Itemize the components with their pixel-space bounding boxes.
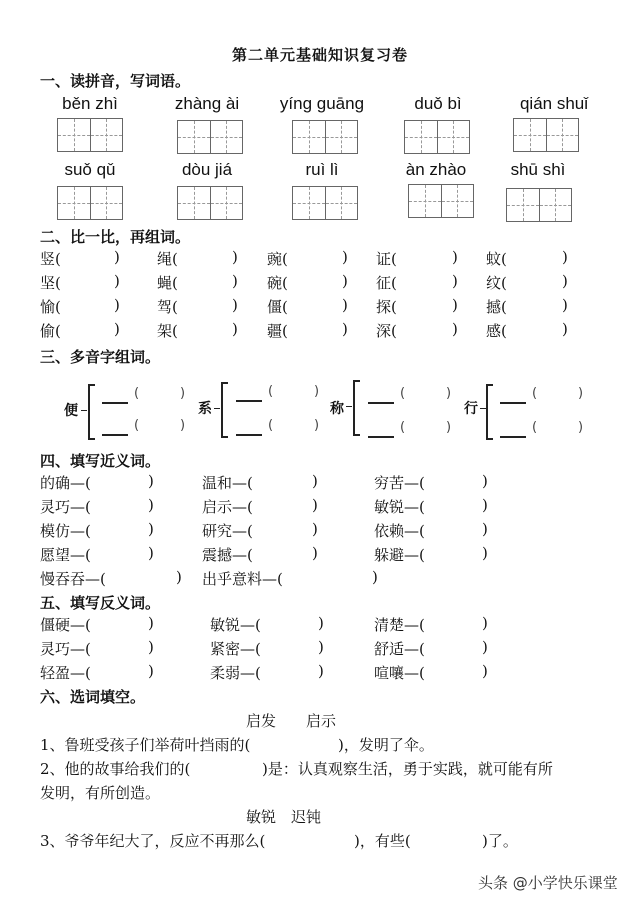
section-3-heading: 三、多音字组词。 [40,348,161,366]
close-paren[interactable]: ) [232,272,238,290]
close-paren[interactable]: ) [342,320,348,338]
char-compare-item [267,296,288,317]
antonym-item: 轻盈—( [40,664,91,682]
pinyin-label: běn zhì [62,94,118,113]
char-label: 碗( [267,274,288,292]
question-3-end: )了。 [482,832,518,850]
bracket [221,382,228,438]
close-paren[interactable]: ) [562,272,568,290]
writing-grid[interactable] [292,120,358,154]
char-compare-item [376,320,397,341]
word-choices: 启发 启示 [246,712,337,730]
antonym-item: 柔弱—( [210,664,261,682]
open-paren: ( [400,386,406,401]
close-paren[interactable]: ) [482,638,488,656]
pinyin-label: qián shuǐ [519,94,589,113]
close-paren[interactable]: ) [318,662,324,680]
pinyin-blank[interactable] [368,436,394,438]
char-compare-item [376,272,397,293]
char-label: 愉( [40,298,61,316]
char-label: 蝇( [157,274,178,292]
bracket [353,380,360,436]
writing-grid[interactable] [292,186,358,220]
char-label: 僵( [267,298,288,316]
pinyin-label: shū shì [510,160,566,179]
section-2-heading: 二、比一比，再组词。 [40,228,191,246]
char-compare-item [40,272,61,293]
char-compare-item [40,248,61,269]
open-paren: ( [400,420,406,435]
close-paren[interactable]: ) [318,614,324,632]
pinyin-blank[interactable] [236,434,262,436]
char-label: 深( [376,322,397,340]
page-title: 第二单元基础知识复习卷 [231,46,408,64]
polyphone-char: 行 [464,401,478,417]
synonym-item: 愿望—( [40,546,91,564]
char-compare-item [486,248,507,269]
close-paren[interactable]: ) [562,320,568,338]
close-paren[interactable]: ) [452,320,458,338]
antonym-item: 灵巧—( [40,640,91,658]
close-paren[interactable]: ) [482,520,488,538]
pinyin-label: suǒ qǔ [64,160,116,179]
char-label: 坚( [40,274,61,292]
char-compare-item [157,320,178,341]
close-paren[interactable]: ) [482,614,488,632]
char-label: 疆( [267,322,288,340]
polyphone-char: 系 [198,401,212,417]
close-paren[interactable]: ) [148,544,154,562]
word-choices: 敏锐 迟钝 [246,808,322,826]
char-label: 竖( [40,250,61,268]
close-paren[interactable]: ) [482,496,488,514]
char-label: 蚊( [486,250,507,268]
synonym-item: 温和—( [202,474,253,492]
bracket-tick [81,410,87,411]
char-compare-item [486,320,507,341]
polyphone-char: 称 [330,401,344,417]
pinyin-label: zhàng ài [174,94,240,113]
pinyin-blank[interactable] [500,436,526,438]
pinyin-blank[interactable] [500,402,526,404]
close-paren[interactable]: ) [312,544,318,562]
close-paren[interactable]: ) [562,248,568,266]
pinyin-label: yíng guāng [279,94,365,113]
char-compare-item [267,272,288,293]
char-label: 探( [376,298,397,316]
close-paren[interactable]: ) [372,568,378,586]
antonym-item: 僵硬—( [40,616,91,634]
char-compare-item [40,320,61,341]
open-paren: ( [532,386,538,401]
char-label: 征( [376,274,397,292]
bracket-tick [346,406,352,407]
pinyin-label: duǒ bì [414,94,462,113]
pinyin-blank[interactable] [236,400,262,402]
section-4-heading: 四、填写近义词。 [40,452,161,470]
char-label: 撼( [486,298,507,316]
close-paren[interactable]: ) [148,662,154,680]
close-paren[interactable]: ) [114,248,120,266]
close-paren[interactable]: ) [452,272,458,290]
writing-grid[interactable] [57,118,123,152]
writing-grid[interactable] [404,120,470,154]
pinyin-blank[interactable] [368,402,394,404]
char-label: 架( [157,322,178,340]
pinyin-label: ruì lì [305,160,339,179]
close-paren[interactable]: ) [180,386,186,401]
writing-grid[interactable] [513,118,579,152]
char-label: 绳( [157,250,178,268]
watermark: 头条 @小学快乐课堂 [478,874,618,892]
section-1-heading: 一、读拼音，写词语。 [40,72,191,90]
question-2-middle: )是：认真观察生活，勇于实践，就可能有所 [262,760,553,778]
close-paren[interactable]: ) [114,296,120,314]
close-paren[interactable]: ) [148,520,154,538]
synonym-item: 穷苦—( [374,474,425,492]
synonym-item: 震撼—( [202,546,253,564]
synonym-item: 出乎意料—( [202,570,283,588]
close-paren[interactable]: ) [232,248,238,266]
close-paren[interactable]: ) [180,418,186,433]
writing-grid[interactable] [177,186,243,220]
close-paren[interactable]: ) [176,568,182,586]
question-2-end: 发明，有所创造。 [40,784,161,802]
pinyin-label: àn zhào [405,160,467,179]
close-paren[interactable]: ) [482,472,488,490]
synonym-item: 启示—( [202,498,253,516]
polyphone-char: 便 [64,403,78,419]
open-paren: ( [268,384,274,399]
char-label: 感( [486,322,507,340]
close-paren[interactable]: ) [342,248,348,266]
char-label: 证( [376,250,397,268]
antonym-item: 舒适—( [374,640,425,658]
char-label: 豌( [267,250,288,268]
char-compare-item [267,320,288,341]
close-paren[interactable]: ) [148,638,154,656]
close-paren[interactable]: ) [578,420,584,435]
bracket-tick [214,408,220,409]
char-label: 驾( [157,298,178,316]
pinyin-label: dòu jiá [181,160,233,179]
close-paren[interactable]: ) [446,420,452,435]
bracket [486,384,493,440]
close-paren[interactable]: ) [452,296,458,314]
antonym-item: 清楚—( [374,616,425,634]
question-3-middle: )，有些( [354,832,411,850]
close-paren[interactable]: ) [312,520,318,538]
antonym-item: 喧嚷—( [374,664,425,682]
close-paren[interactable]: ) [148,614,154,632]
char-compare-item [376,248,397,269]
close-paren[interactable]: ) [452,248,458,266]
char-compare-item [157,248,178,269]
close-paren[interactable]: ) [446,386,452,401]
writing-grid[interactable] [57,186,123,220]
synonym-item: 慢吞吞—( [40,570,106,588]
open-paren: ( [532,420,538,435]
close-paren[interactable]: ) [482,544,488,562]
char-label: 偷( [40,322,61,340]
synonym-item: 模仿—( [40,522,91,540]
char-compare-item [157,296,178,317]
section-6-heading: 六、选词填空。 [40,688,146,706]
close-paren[interactable]: ) [114,320,120,338]
close-paren[interactable]: ) [114,272,120,290]
char-compare-item [40,296,61,317]
char-compare-item [486,272,507,293]
close-paren[interactable]: ) [148,472,154,490]
char-compare-item [486,296,507,317]
close-paren[interactable]: ) [314,384,320,399]
antonym-item: 紧密—( [210,640,261,658]
close-paren[interactable]: ) [578,386,584,401]
question-1-start: 1、鲁班受孩子们举荷叶挡雨的( [40,736,251,754]
close-paren[interactable]: ) [312,472,318,490]
synonym-item: 敏锐—( [374,498,425,516]
question-2-start: 2、他的故事给我们的( [40,760,191,778]
open-paren: ( [134,418,140,433]
close-paren[interactable]: ) [342,296,348,314]
char-compare-item [157,272,178,293]
writing-grid[interactable] [506,188,572,222]
synonym-item: 研究—( [202,522,253,540]
question-1-end: )，发明了伞。 [338,736,434,754]
close-paren[interactable]: ) [232,296,238,314]
writing-grid[interactable] [408,184,474,218]
close-paren[interactable]: ) [312,496,318,514]
open-paren: ( [134,386,140,401]
section-5-heading: 五、填写反义词。 [40,594,161,612]
close-paren[interactable]: ) [148,496,154,514]
char-compare-item [267,248,288,269]
close-paren[interactable]: ) [562,296,568,314]
close-paren[interactable]: ) [318,638,324,656]
close-paren[interactable]: ) [314,418,320,433]
open-paren: ( [268,418,274,433]
pinyin-blank[interactable] [102,402,128,404]
synonym-item: 的确—( [40,474,91,492]
char-compare-item [376,296,397,317]
close-paren[interactable]: ) [232,320,238,338]
close-paren[interactable]: ) [482,662,488,680]
question-3-start: 3、爷爷年纪大了，反应不再那么( [40,832,266,850]
close-paren[interactable]: ) [342,272,348,290]
writing-grid[interactable] [177,120,243,154]
pinyin-blank[interactable] [102,434,128,436]
char-label: 纹( [486,274,507,292]
synonym-item: 依赖—( [374,522,425,540]
antonym-item: 敏锐—( [210,616,261,634]
synonym-item: 躲避—( [374,546,425,564]
synonym-item: 灵巧—( [40,498,91,516]
bracket [88,384,95,440]
